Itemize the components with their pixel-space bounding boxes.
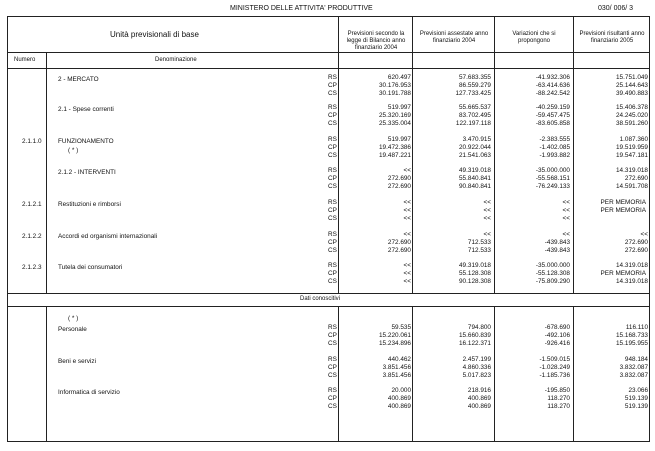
dati-cell-value: 15.220.061 <box>379 331 411 339</box>
cell-value: 24.245.020 <box>616 111 648 119</box>
dati-cell-value: -195.850 <box>544 387 570 394</box>
col-header-legge-2004: Previsioni secondo la legge di Bilancio anno finanziario 2004 <box>346 31 406 51</box>
cell-value: 49.319.018 <box>459 167 491 174</box>
cell-value: 3.470.915 <box>462 136 491 143</box>
cell-value: << <box>403 277 411 285</box>
row-sublabel: ( * ) <box>68 147 79 154</box>
dati-line-tag: CS <box>328 371 337 379</box>
col-divider-1 <box>338 16 339 293</box>
cell-value: 20.922.044 <box>459 143 491 151</box>
cell-value: 19.487.221 <box>379 151 411 159</box>
cell-value: 127.733.425 <box>455 89 491 97</box>
cell-value: PER MEMORIA <box>600 269 646 277</box>
cell-value: << <box>403 269 411 277</box>
row-line-tag: CP <box>328 238 337 246</box>
row-line-tag: CS <box>328 182 337 190</box>
cell-value: PER MEMORIA <box>600 206 646 214</box>
row-line-tag: RS <box>328 136 337 143</box>
cell-value: 55.128.308 <box>459 269 491 277</box>
dati-cell-value: 15.234.896 <box>379 339 411 347</box>
cell-value: 15.406.378 <box>616 104 648 111</box>
row-line-tag: CP <box>328 111 337 119</box>
dati-cell-value: 3.832.087 <box>619 371 648 379</box>
dati-line-tag: CP <box>328 331 337 339</box>
cell-value: 272.690 <box>387 174 411 182</box>
col-divider-2b <box>412 306 413 442</box>
dati-cell-value: 15.660.839 <box>459 331 491 339</box>
row-label: Restituzioni e rimborsi <box>58 201 121 208</box>
col-divider-3b <box>494 306 495 442</box>
cell-value: 90.128.308 <box>459 277 491 285</box>
row-line-tag: RS <box>328 167 337 174</box>
cell-value: 712.533 <box>467 238 491 246</box>
dati-line-tag: CS <box>328 402 337 410</box>
cell-value: 272.690 <box>387 238 411 246</box>
cell-value: 86.559.279 <box>459 81 491 89</box>
dati-cell-value: 2.457.199 <box>462 356 491 363</box>
dati-cell-value: -1.509.015 <box>539 356 570 363</box>
cell-value: << <box>403 199 411 206</box>
dati-row-label: Beni e servizi <box>58 358 97 365</box>
cell-value: 55.665.537 <box>459 104 491 111</box>
dati-cell-value: -1.185.736 <box>539 371 570 379</box>
cell-value: 519.997 <box>387 136 411 143</box>
dati-cell-value: 118.270 <box>547 394 570 402</box>
cell-value: -83.605.858 <box>535 119 570 127</box>
cell-value: << <box>562 231 570 238</box>
cell-value: 712.533 <box>467 246 491 254</box>
header-divider-1 <box>7 52 650 53</box>
dati-cell-value: 948.184 <box>624 356 648 363</box>
dati-row-label: Personale <box>58 326 87 333</box>
dati-cell-value: 218.916 <box>467 387 491 394</box>
cell-value: << <box>483 206 491 214</box>
cell-value: 272.690 <box>387 182 411 190</box>
row-label: 2.1 - Spese correnti <box>58 106 114 113</box>
dati-cell-value: 400.869 <box>387 394 411 402</box>
cell-value: << <box>403 231 411 238</box>
cell-value: -40.259.159 <box>535 104 570 111</box>
col-header-risultanti-2005: Previsioni risultanti anno finanziario 2005 <box>579 31 645 44</box>
cell-value: 30.191.788 <box>379 89 411 97</box>
dati-line-tag: CP <box>328 394 337 402</box>
dati-cell-value: 5.017.823 <box>462 371 491 379</box>
section-dati-conoscitivi: Dati conoscitivi <box>300 296 341 302</box>
dati-divider-top <box>7 293 650 294</box>
row-label: FUNZIONAMENTO <box>58 138 114 145</box>
row-line-tag: RS <box>328 262 337 269</box>
cell-value: 14.319.018 <box>616 262 648 269</box>
col-divider-numero <box>46 52 47 293</box>
row-label: 2.1.2 - INTERVENTI <box>58 169 116 176</box>
cell-value: 272.690 <box>387 246 411 254</box>
row-line-tag: CP <box>328 81 337 89</box>
cell-value: << <box>562 199 570 206</box>
cell-value: -55.568.151 <box>535 174 570 182</box>
cell-value: -439.843 <box>544 246 570 254</box>
dati-line-tag: CP <box>328 363 337 371</box>
cell-value: -439.843 <box>544 238 570 246</box>
dati-cell-value: 23.066 <box>628 387 648 394</box>
cell-value: PER MEMORIA <box>600 199 646 206</box>
dati-cell-value: 794.800 <box>467 324 491 331</box>
cell-value: << <box>403 167 411 174</box>
cell-value: -35.000.000 <box>535 262 570 269</box>
dati-line-tag: CS <box>328 339 337 347</box>
cell-value: 57.683.355 <box>459 74 491 81</box>
row-label: Accordi ed organismi internazionali <box>58 233 158 240</box>
dati-cell-value: 400.869 <box>467 394 491 402</box>
col-numero: Numero <box>14 57 36 63</box>
cell-value: 19.519.959 <box>616 143 648 151</box>
dati-cell-value: 400.869 <box>467 402 491 410</box>
cell-value: 122.197.118 <box>455 119 491 127</box>
cell-value: << <box>403 214 411 222</box>
cell-value: 19.547.181 <box>616 151 648 159</box>
cell-value: << <box>483 214 491 222</box>
cell-value: -1.402.085 <box>539 143 570 151</box>
col-header-variazioni: Variazioni che si propongono <box>512 31 556 44</box>
cell-value: -2.383.555 <box>539 136 570 143</box>
row-numero: 2.1.2.3 <box>22 264 42 271</box>
cell-value: 30.176.953 <box>379 81 411 89</box>
col-denominazione: Denominazione <box>155 57 197 63</box>
cell-value: << <box>483 199 491 206</box>
dati-cell-value: -926.416 <box>544 339 570 347</box>
col-divider-numero-2 <box>46 306 47 442</box>
row-line-tag: CP <box>328 174 337 182</box>
row-line-tag: RS <box>328 104 337 111</box>
row-line-tag: RS <box>328 231 337 238</box>
dati-cell-value: 440.462 <box>387 356 411 363</box>
col-divider-2 <box>412 16 413 293</box>
cell-value: << <box>640 231 648 238</box>
row-line-tag: CS <box>328 119 337 127</box>
row-line-tag: CS <box>328 151 337 159</box>
cell-value: -75.809.290 <box>535 277 570 285</box>
dati-cell-value: 519.139 <box>624 394 648 402</box>
cell-value: 83.702.495 <box>459 111 491 119</box>
dati-row-label: Informatica di servizio <box>58 389 120 396</box>
dati-cell-value: -1.028.249 <box>539 363 570 371</box>
ministry-title: MINISTERO DELLE ATTIVITA' PRODUTTIVE <box>230 5 373 12</box>
cell-value: << <box>562 214 570 222</box>
cell-value: << <box>483 231 491 238</box>
cell-value: 1.087.360 <box>619 136 648 143</box>
col-divider-4 <box>573 16 574 293</box>
dati-cell-value: 118.270 <box>547 402 570 410</box>
dati-row-label: ( * ) <box>68 315 79 322</box>
dati-cell-value: 4.860.336 <box>462 363 491 371</box>
dati-divider-bottom <box>7 306 650 307</box>
cell-value: 25.335.004 <box>379 119 411 127</box>
cell-value: -76.249.133 <box>535 182 570 190</box>
row-label: 2 - MERCATO <box>58 76 99 83</box>
dati-cell-value: 59.535 <box>391 324 411 331</box>
cell-value: -59.457.475 <box>535 111 570 119</box>
dati-cell-value: 15.195.955 <box>616 339 648 347</box>
dati-cell-value: 15.168.733 <box>616 331 648 339</box>
cell-value: 272.690 <box>624 174 648 182</box>
cell-value: 39.490.883 <box>616 89 648 97</box>
dati-cell-value: 519.139 <box>624 402 648 410</box>
row-label: Tutela dei consumatori <box>58 264 123 271</box>
header-divider-2 <box>7 68 650 69</box>
dati-cell-value: -678.690 <box>544 324 570 331</box>
cell-value: 90.840.841 <box>459 182 491 190</box>
cell-value: 55.840.841 <box>459 174 491 182</box>
row-line-tag: RS <box>328 199 337 206</box>
cell-value: 38.591.260 <box>616 119 648 127</box>
cell-value: 272.690 <box>624 246 648 254</box>
dati-cell-value: 20.000 <box>391 387 411 394</box>
cell-value: -1.993.882 <box>539 151 570 159</box>
cell-value: 25.144.643 <box>616 81 648 89</box>
cell-value: -41.932.306 <box>535 74 570 81</box>
cell-value: << <box>403 262 411 269</box>
row-line-tag: CS <box>328 89 337 97</box>
cell-value: 15.751.049 <box>616 74 648 81</box>
dati-line-tag: RS <box>328 324 337 331</box>
dati-cell-value: 16.122.371 <box>459 339 491 347</box>
cell-value: -88.242.542 <box>535 89 570 97</box>
row-line-tag: CP <box>328 143 337 151</box>
cell-value: 49.319.018 <box>459 262 491 269</box>
row-line-tag: CS <box>328 277 337 285</box>
cell-value: 14.319.018 <box>616 277 648 285</box>
dati-cell-value: 3.851.456 <box>382 371 411 379</box>
main-title: Unità previsionali di base <box>110 30 199 39</box>
row-numero: 2.1.2.2 <box>22 233 42 240</box>
row-line-tag: CP <box>328 269 337 277</box>
cell-value: 25.320.169 <box>379 111 411 119</box>
cell-value: 272.690 <box>624 238 648 246</box>
col-header-assestate-2004: Previsioni assestate anno finanziario 2004 <box>419 31 489 44</box>
dati-cell-value: 3.832.087 <box>619 363 648 371</box>
cell-value: 21.541.063 <box>459 151 491 159</box>
row-line-tag: CS <box>328 214 337 222</box>
cell-value: -35.000.000 <box>535 167 570 174</box>
dati-cell-value: 3.851.456 <box>382 363 411 371</box>
cell-value: 620.497 <box>387 74 411 81</box>
cell-value: << <box>562 206 570 214</box>
row-line-tag: CP <box>328 206 337 214</box>
col-divider-3 <box>494 16 495 293</box>
dati-cell-value: -492.106 <box>544 331 570 339</box>
cell-value: << <box>403 206 411 214</box>
dati-line-tag: RS <box>328 387 337 394</box>
dati-cell-value: 116.110 <box>625 324 648 331</box>
row-line-tag: RS <box>328 74 337 81</box>
dati-cell-value: 400.869 <box>387 402 411 410</box>
cell-value: -55.128.308 <box>535 269 570 277</box>
dati-line-tag: RS <box>328 356 337 363</box>
cell-value: -63.414.636 <box>535 81 570 89</box>
page-code: 030/ 006/ 3 <box>598 5 634 12</box>
cell-value: 14.319.018 <box>616 167 648 174</box>
cell-value: 519.997 <box>387 104 411 111</box>
cell-value: 19.472.386 <box>379 143 411 151</box>
row-line-tag: CS <box>328 246 337 254</box>
row-numero: 2.1.1.0 <box>22 138 42 145</box>
cell-value: 14.591.708 <box>616 182 648 190</box>
col-divider-1b <box>338 306 339 442</box>
col-divider-4b <box>573 306 574 442</box>
row-numero: 2.1.2.1 <box>22 201 42 208</box>
